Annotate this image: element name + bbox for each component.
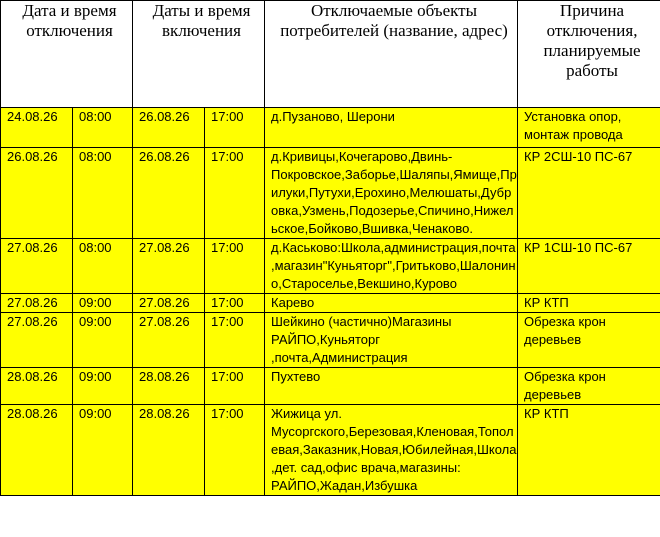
header-reason: Причина отключения, планируемые работы: [518, 1, 660, 108]
off-date-cell: 28.08.26: [1, 368, 73, 405]
objects-cell: д.Кривицы,Кочегарово,Двинь-Покровское,Заборье,Шаляпы,Ямище,Прилуки,Путухи,Ерохино,Мелюшаты,Дубровка,Узмень,Подозерье,Спичино,Нижельское,Бойково,Вшивка,Ченаково.: [265, 148, 518, 239]
header-row: [1, 1, 660, 108]
off-date-cell: 27.08.26: [1, 294, 73, 313]
on-time-cell: 17:00: [205, 294, 265, 313]
on-time-cell: 17:00: [205, 148, 265, 239]
table-row: [1, 108, 660, 148]
on-time-cell: 17:00: [205, 239, 265, 294]
reason-cell: Обрезка крон деревьев: [518, 313, 660, 368]
off-date-cell: 24.08.26: [1, 108, 73, 148]
on-time-cell: 17:00: [205, 313, 265, 368]
objects-cell: Карево: [265, 294, 518, 313]
header-off-datetime: Дата и время отключения: [1, 1, 133, 108]
off-time-cell: 09:00: [73, 405, 133, 496]
on-time-cell: 17:00: [205, 368, 265, 405]
objects-cell: Шейкино (частично)Магазины РАЙПО,Куньяторг ,почта,Администрация: [265, 313, 518, 368]
header-on-datetime: Даты и время включения: [133, 1, 265, 108]
on-date-cell: 26.08.26: [133, 148, 205, 239]
objects-cell: д.Пузаново, Шерони: [265, 108, 518, 148]
on-date-cell: 28.08.26: [133, 368, 205, 405]
reason-cell: КР 2СШ-10 ПС-67: [518, 148, 660, 239]
reason-cell: КР КТП: [518, 294, 660, 313]
off-time-cell: 09:00: [73, 368, 133, 405]
on-time-cell: 17:00: [205, 405, 265, 496]
off-date-cell: 28.08.26: [1, 405, 73, 496]
table-row: [1, 313, 660, 368]
table-row: [1, 368, 660, 405]
table-row: [1, 405, 660, 496]
on-date-cell: 27.08.26: [133, 313, 205, 368]
objects-cell: д.Каськово:Школа,администрация,почта,магазин"Куньяторг",Гритьково,Шалонино,Староселье,Векшино,Курово: [265, 239, 518, 294]
objects-cell: Жижица ул. Мусоргского,Березовая,Кленовая,Тополевая,Заказник,Новая,Юбилейная,Школа,дет. сад,офис врача,магазины: РАЙПО,Жадан,Избушка: [265, 405, 518, 496]
reason-cell: Обрезка крон деревьев: [518, 368, 660, 405]
table-row: [1, 239, 660, 294]
on-date-cell: 26.08.26: [133, 108, 205, 148]
on-date-cell: 28.08.26: [133, 405, 205, 496]
off-time-cell: 08:00: [73, 148, 133, 239]
reason-cell: КР 1СШ-10 ПС-67: [518, 239, 660, 294]
off-date-cell: 27.08.26: [1, 239, 73, 294]
table-row: [1, 148, 660, 239]
reason-cell: КР КТП: [518, 405, 660, 496]
off-time-cell: 09:00: [73, 294, 133, 313]
reason-cell: Установка опор, монтаж провода: [518, 108, 660, 148]
on-date-cell: 27.08.26: [133, 239, 205, 294]
off-date-cell: 27.08.26: [1, 313, 73, 368]
on-date-cell: 27.08.26: [133, 294, 205, 313]
off-time-cell: 08:00: [73, 108, 133, 148]
off-date-cell: 26.08.26: [1, 148, 73, 239]
off-time-cell: 09:00: [73, 313, 133, 368]
table-row: [1, 294, 660, 313]
header-objects: Отключаемые объекты потребителей (название, адрес): [265, 1, 518, 108]
on-time-cell: 17:00: [205, 108, 265, 148]
off-time-cell: 08:00: [73, 239, 133, 294]
objects-cell: Пухтево: [265, 368, 518, 405]
